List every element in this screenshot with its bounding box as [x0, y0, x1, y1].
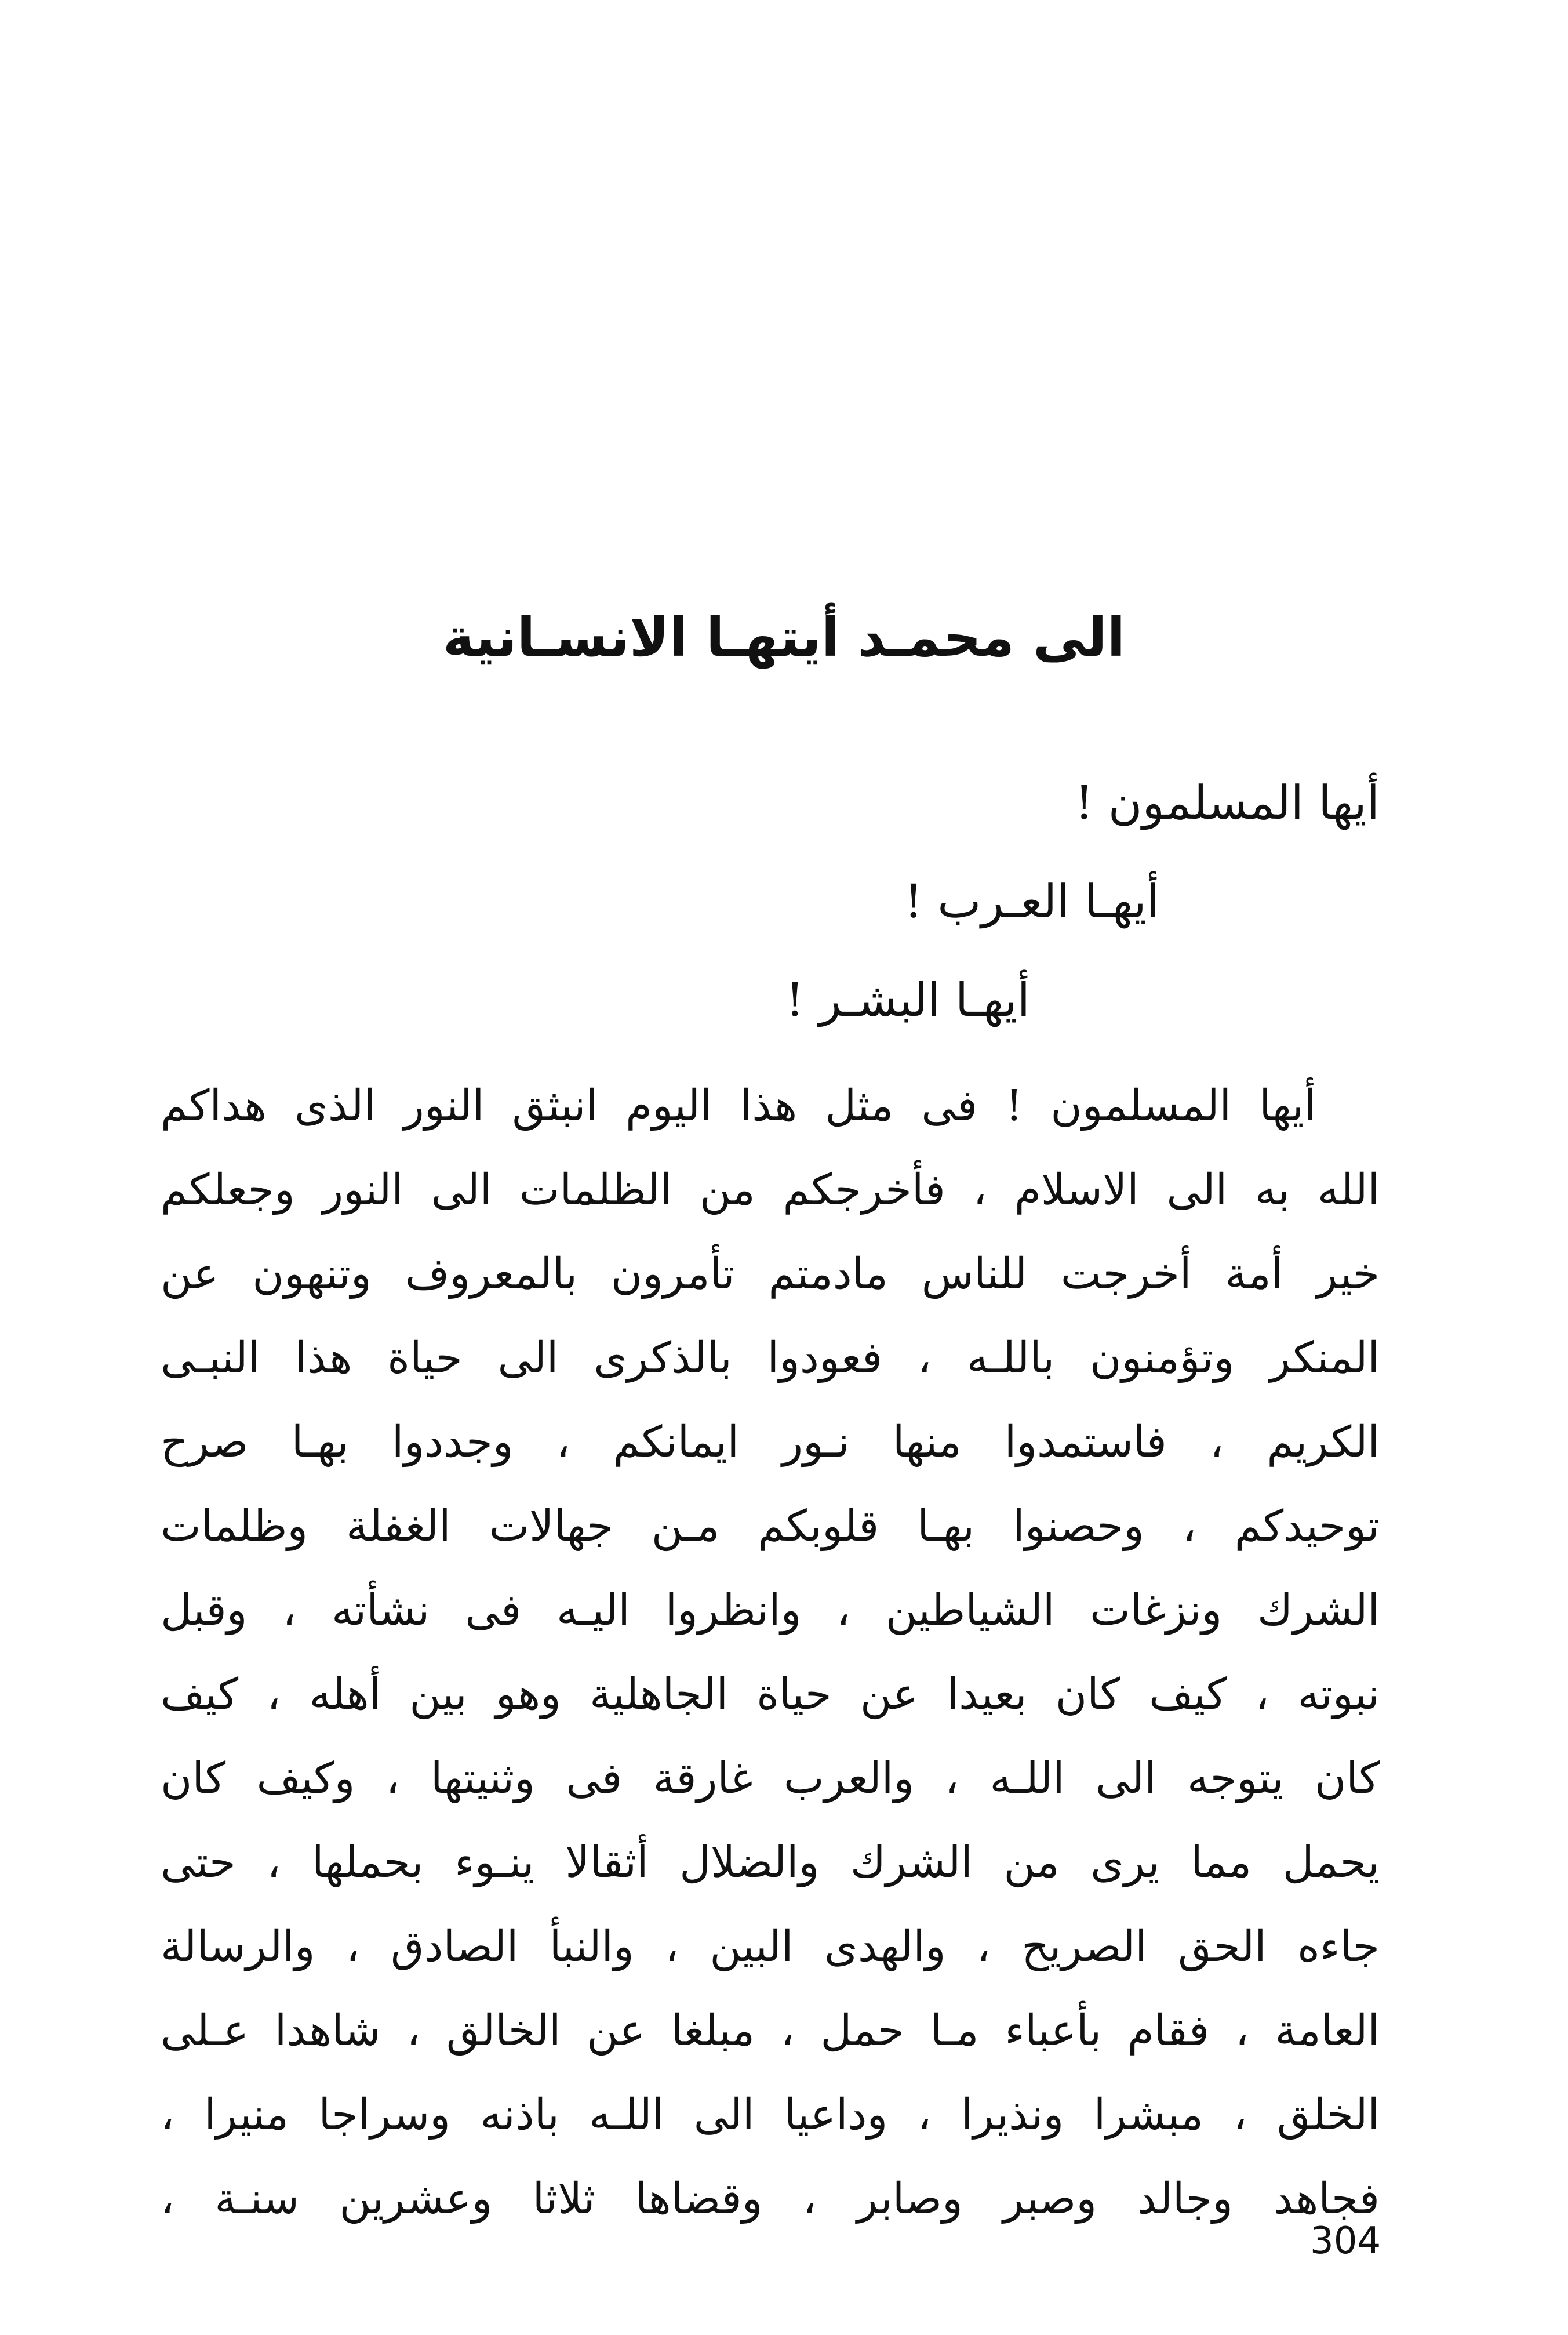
salutation-muslims: أيها المسلمون ! — [1075, 776, 1380, 830]
chapter-title: الى محمـد أيتهـا الانسـانية — [442, 607, 1126, 669]
paragraph-line: المنكر وتؤمنون باللـه ، فعودوا بالذكرى الى حياة هذا النبـى — [161, 1333, 1380, 1383]
paragraph-line: جاءه الحق الصريح ، والهدى البين ، والنبأ الصادق ، والرسالة — [161, 1922, 1380, 1971]
paragraph-line: فجاهد وجالد وصبر وصابر ، وقضاها ثلاثا وعشرين سنـة ، — [161, 2174, 1380, 2224]
paragraph-line: العامة ، فقام بأعباء مـا حمل ، مبلغا عن الخالق ، شاهدا عـلى — [161, 2006, 1380, 2056]
paragraph-line: الكريم ، فاستمدوا منها نـور ايمانكم ، وجددوا بهـا صرح — [161, 1417, 1380, 1467]
paragraph-line: أيها المسلمون ! فى مثل هذا اليوم انبثق النور الذى هداكم — [161, 1081, 1316, 1131]
salutation-arabs: أيهـا العـرب ! — [904, 874, 1159, 928]
page-number: 304 — [1310, 2220, 1381, 2263]
paragraph-line: الله به الى الاسلام ، فأخرجكم من الظلمات الى النور وجعلكم — [161, 1165, 1380, 1215]
paragraph-line: خير أمة أخرجت للناس مادمتم تأمرون بالمعروف وتنهون عن — [161, 1249, 1380, 1299]
paragraph-line: نبوته ، كيف كان بعيدا عن حياة الجاهلية وهو بين أهله ، كيف — [161, 1669, 1380, 1719]
paragraph-line: الخلق ، مبشرا ونذيرا ، وداعيا الى اللـه باذنه وسراجا منيرا ، — [161, 2090, 1380, 2140]
paragraph-line: كان يتوجه الى اللـه ، والعرب غارقة فى وثنيتها ، وكيف كان — [161, 1753, 1380, 1803]
paragraph-line: يحمل مما يرى من الشرك والضلال أثقالا ينـوء بحملها ، حتى — [161, 1838, 1380, 1887]
paragraph-line: الشرك ونزغات الشياطين ، وانظروا اليـه فى نشأته ، وقبل — [161, 1585, 1380, 1635]
paragraph-line: توحيدكم ، وحصنوا بهـا قلوبكم مـن جهالات الغفلة وظلمات — [161, 1501, 1380, 1551]
body-paragraph — [161, 1064, 1380, 2241]
salutation-humankind: أيهـا البشـر ! — [785, 973, 1030, 1027]
